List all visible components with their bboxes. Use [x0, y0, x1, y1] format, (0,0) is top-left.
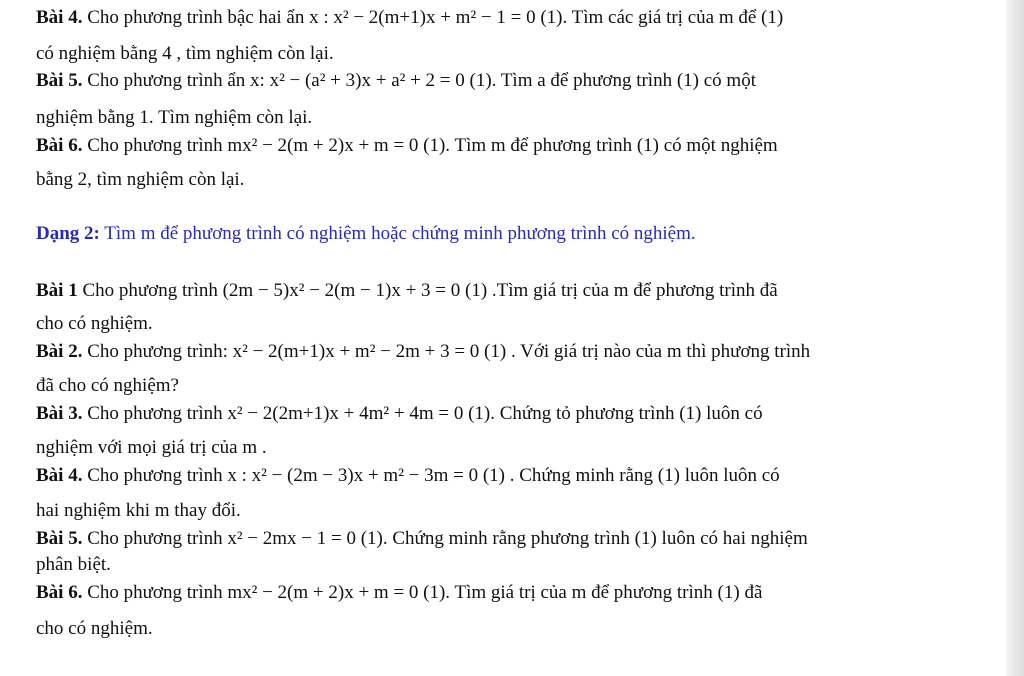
exercise-text: Cho phương trình bậc hai ẩn x : x² − 2(m+1)x + m² − 1 = 0 (1). Tìm các giá trị của m để (1): [87, 7, 784, 28]
exercise-text: Cho phương trình: x² − 2(m+1)x + m² − 2m + 3 = 0 (1) . Với giá trị nào của m thì phương trình: [87, 341, 811, 362]
exercise-label: Bài 6.: [36, 582, 83, 603]
exercise-text: Cho phương trình x² − 2mx − 1 = 0 (1). Chứng minh rằng phương trình (1) luôn có hai nghiệm: [87, 528, 808, 549]
exercise-text: phân biệt.: [36, 554, 111, 575]
section-heading-dang-2: [36, 223, 696, 245]
exercise-text: cho có nghiệm.: [36, 313, 153, 334]
exercise-text: Cho phương trình mx² − 2(m + 2)x + m = 0 (1). Tìm giá trị của m để phương trình (1) đã: [87, 582, 763, 603]
exercise-text: bằng 2, tìm nghiệm còn lại.: [36, 169, 245, 190]
section-text: Tìm m để phương trình có nghiệm hoặc chứng minh phương trình có nghiệm.: [104, 223, 696, 244]
exercise-4b-line-1: [36, 465, 780, 487]
exercise-6b-line-1: [36, 582, 762, 604]
exercise-text: Cho phương trình ẩn x: x² − (a² + 3)x + a² + 2 = 0 (1). Tìm a để phương trình (1) có một: [87, 70, 756, 91]
page-edge-shadow: [1006, 0, 1024, 676]
exercise-label: Bài 4.: [36, 7, 83, 28]
exercise-6-line-1: [36, 135, 778, 157]
exercise-1-line-2: [36, 313, 153, 335]
exercise-text: nghiệm bằng 1. Tìm nghiệm còn lại.: [36, 107, 313, 128]
exercise-5-line-2: [36, 107, 312, 129]
exercise-4-line-1: [36, 7, 783, 29]
exercise-text: đã cho có nghiệm?: [36, 375, 179, 396]
exercise-text: cho có nghiệm.: [36, 618, 153, 639]
exercise-6-line-2: [36, 169, 244, 191]
exercise-label: Bài 3.: [36, 403, 83, 424]
exercise-text: nghiệm với mọi giá trị của m .: [36, 437, 267, 458]
exercise-label: Bài 2.: [36, 341, 83, 362]
exercise-text: Cho phương trình x² − 2(2m+1)x + 4m² + 4m = 0 (1). Chứng tỏ phương trình (1) luôn có: [87, 403, 763, 424]
exercise-4b-line-2: [36, 500, 241, 522]
exercise-3-line-2: [36, 437, 267, 459]
exercise-5b-line-1: [36, 528, 808, 550]
exercise-1-line-1: [36, 280, 778, 302]
exercise-5b-line-2: [36, 554, 111, 576]
exercise-4-line-2: [36, 43, 334, 65]
exercise-text: Cho phương trình x : x² − (2m − 3)x + m² − 3m = 0 (1) . Chứng minh rằng (1) luôn luôn có: [87, 465, 780, 486]
exercise-2-line-2: [36, 375, 179, 397]
exercise-5-line-1: [36, 70, 756, 92]
exercise-text: hai nghiệm khi m thay đổi.: [36, 500, 241, 521]
exercise-label: Bài 4.: [36, 465, 83, 486]
section-label: Dạng 2:: [36, 223, 100, 244]
exercise-text: Cho phương trình (2m − 5)x² − 2(m − 1)x + 3 = 0 (1) .Tìm giá trị của m để phương trình đã: [82, 280, 778, 301]
exercise-label: Bài 5.: [36, 528, 83, 549]
exercise-3-line-1: [36, 403, 763, 425]
exercise-2-line-1: [36, 341, 810, 363]
exercise-text: Cho phương trình mx² − 2(m + 2)x + m = 0 (1). Tìm m để phương trình (1) có một nghiệm: [87, 135, 778, 156]
exercise-label: Bài 1: [36, 280, 78, 301]
exercise-6b-line-2: [36, 618, 153, 640]
exercise-label: Bài 6.: [36, 135, 83, 156]
exercise-text: có nghiệm bằng 4 , tìm nghiệm còn lại.: [36, 43, 334, 64]
exercise-label: Bài 5.: [36, 70, 83, 91]
